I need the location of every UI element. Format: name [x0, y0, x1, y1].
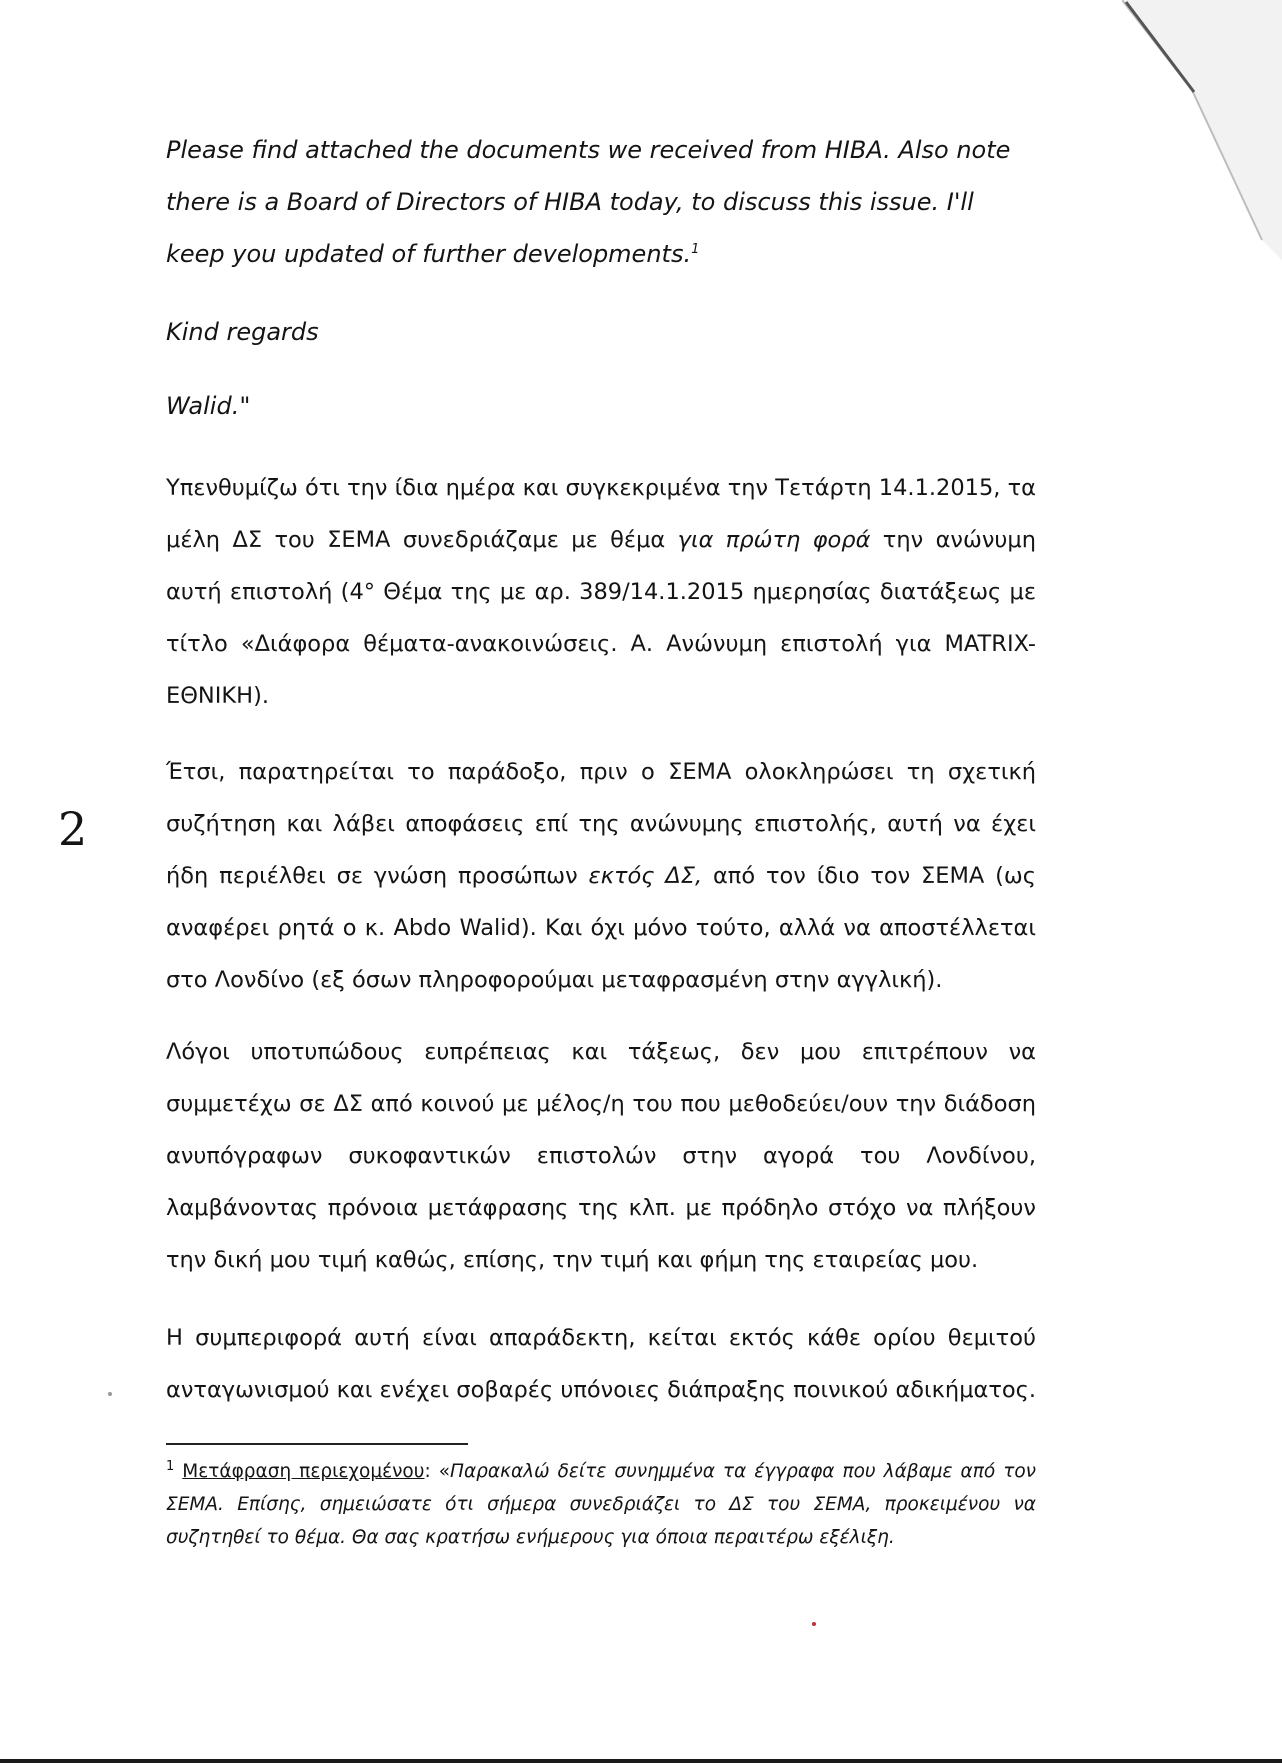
- paragraph-2-text: Έτσι, παρατηρείται το παράδοξο, πριν ο ΣΕΜΑ ολοκληρώσει τη σχετική συζήτηση και λάβει αποφάσεις επί της ανώνυμης επιστολής, αυτή να έχει ήδη περιέλθει σε γνώση προσώπων εκτός ΔΣ, από τον ίδιο τον ΣΕΜΑ (ως αναφέρει ρητά ο κ. Abdo Walid). Και όχι μόνο τούτο, αλλά να αποστέλλεται στο Λονδίνο (εξ όσων πληροφορούμαι μεταφρασμένη στην αγγλική).: [166, 759, 1036, 993]
- footnote-number: 1: [166, 1458, 175, 1474]
- paragraph-3-text: Λόγοι υποτυπώδους ευπρέπειας και τάξεως, δεν μου επιτρέπουν να συμμετέχω σε ΔΣ από κοινού με μέλος/η του που μεθοδεύει/ουν την διάδοση ανυπόγραφων συκοφαντικών επιστολών στην αγορά του Λονδίνου, λαμβάνοντας πρόνοια μετάφρασης της κλπ. με πρόδηλο στόχο να πλήξουν την δική μου τιμή καθώς, επίσης, την τιμή και φήμη της εταιρείας μου.: [166, 1039, 1036, 1273]
- paragraph-4-text: Η συμπεριφορά αυτή είναι απαράδεκτη, κείται εκτός κάθε ορίου θεμιτού ανταγωνισμού και ενέχει σοβαρές υπόνοιες διάπραξης ποινικού αδικήματος.: [166, 1325, 1037, 1403]
- emphasis-outside-board: εκτός ΔΣ,: [588, 863, 703, 889]
- email-closing-block: [166, 306, 1036, 358]
- email-closing: Kind regards: [166, 318, 319, 346]
- paragraph-2: [166, 746, 1036, 1006]
- footnote-separator: [166, 1443, 468, 1445]
- email-quote: [166, 124, 1036, 280]
- email-signature-block: [166, 380, 1036, 432]
- paragraph-4: [166, 1312, 1036, 1416]
- footnote-reference: 1: [691, 242, 700, 257]
- scan-bottom-edge: [0, 1759, 1282, 1763]
- red-speck: [812, 1622, 816, 1626]
- page-number: 2: [58, 802, 88, 856]
- email-signature: Walid.": [166, 392, 251, 420]
- page-corner-fold: [1122, 0, 1282, 260]
- emphasis-first-time: για πρώτη φορά: [677, 527, 871, 553]
- paragraph-1: [166, 462, 1036, 722]
- footnote-colon: : «: [424, 1461, 451, 1482]
- paragraph-1-text: Υπενθυμίζω ότι την ίδια ημέρα και συγκεκριμένα την Τετάρτη 14.1.2015, τα μέλη ΔΣ του ΣΕΜΑ συνεδριάζαμε με θέμα για πρώτη φορά την ανώνυμη αυτή επιστολή (4° Θέμα της με αρ. 389/14.1.2015 ημερησίας διατάξεως με τίτλο «Διάφορα θέματα-ανακοινώσεις. Α. Ανώνυμη επιστολή για MATRIX-ΕΘΝΙΚΗ).: [166, 475, 1036, 709]
- footnote-text: Παρακαλώ δείτε συνημμένα τα έγγραφα που λάβαμε από τον ΣΕΜΑ. Επίσης, σημειώσατε ότι σήμερα συνεδριάζει το ΔΣ του ΣΕΜΑ, προκειμένου να συζητηθεί το θέμα. Θα σας κρατήσω ενήμερους για όποια περαιτέρω εξέλιξη.: [166, 1461, 1037, 1548]
- email-body: Please find attached the documents we received from HIBA. Also note there is a Board of Directors of HIBA today, to discuss this issue. I'll keep you updated of further developments.$^1$: [166, 136, 1011, 268]
- paragraph-3: [166, 1026, 1036, 1286]
- scan-speck: [108, 1392, 112, 1396]
- footnote: [166, 1455, 1036, 1554]
- footnote-label: Μετάφραση περιεχομένου: [182, 1461, 425, 1482]
